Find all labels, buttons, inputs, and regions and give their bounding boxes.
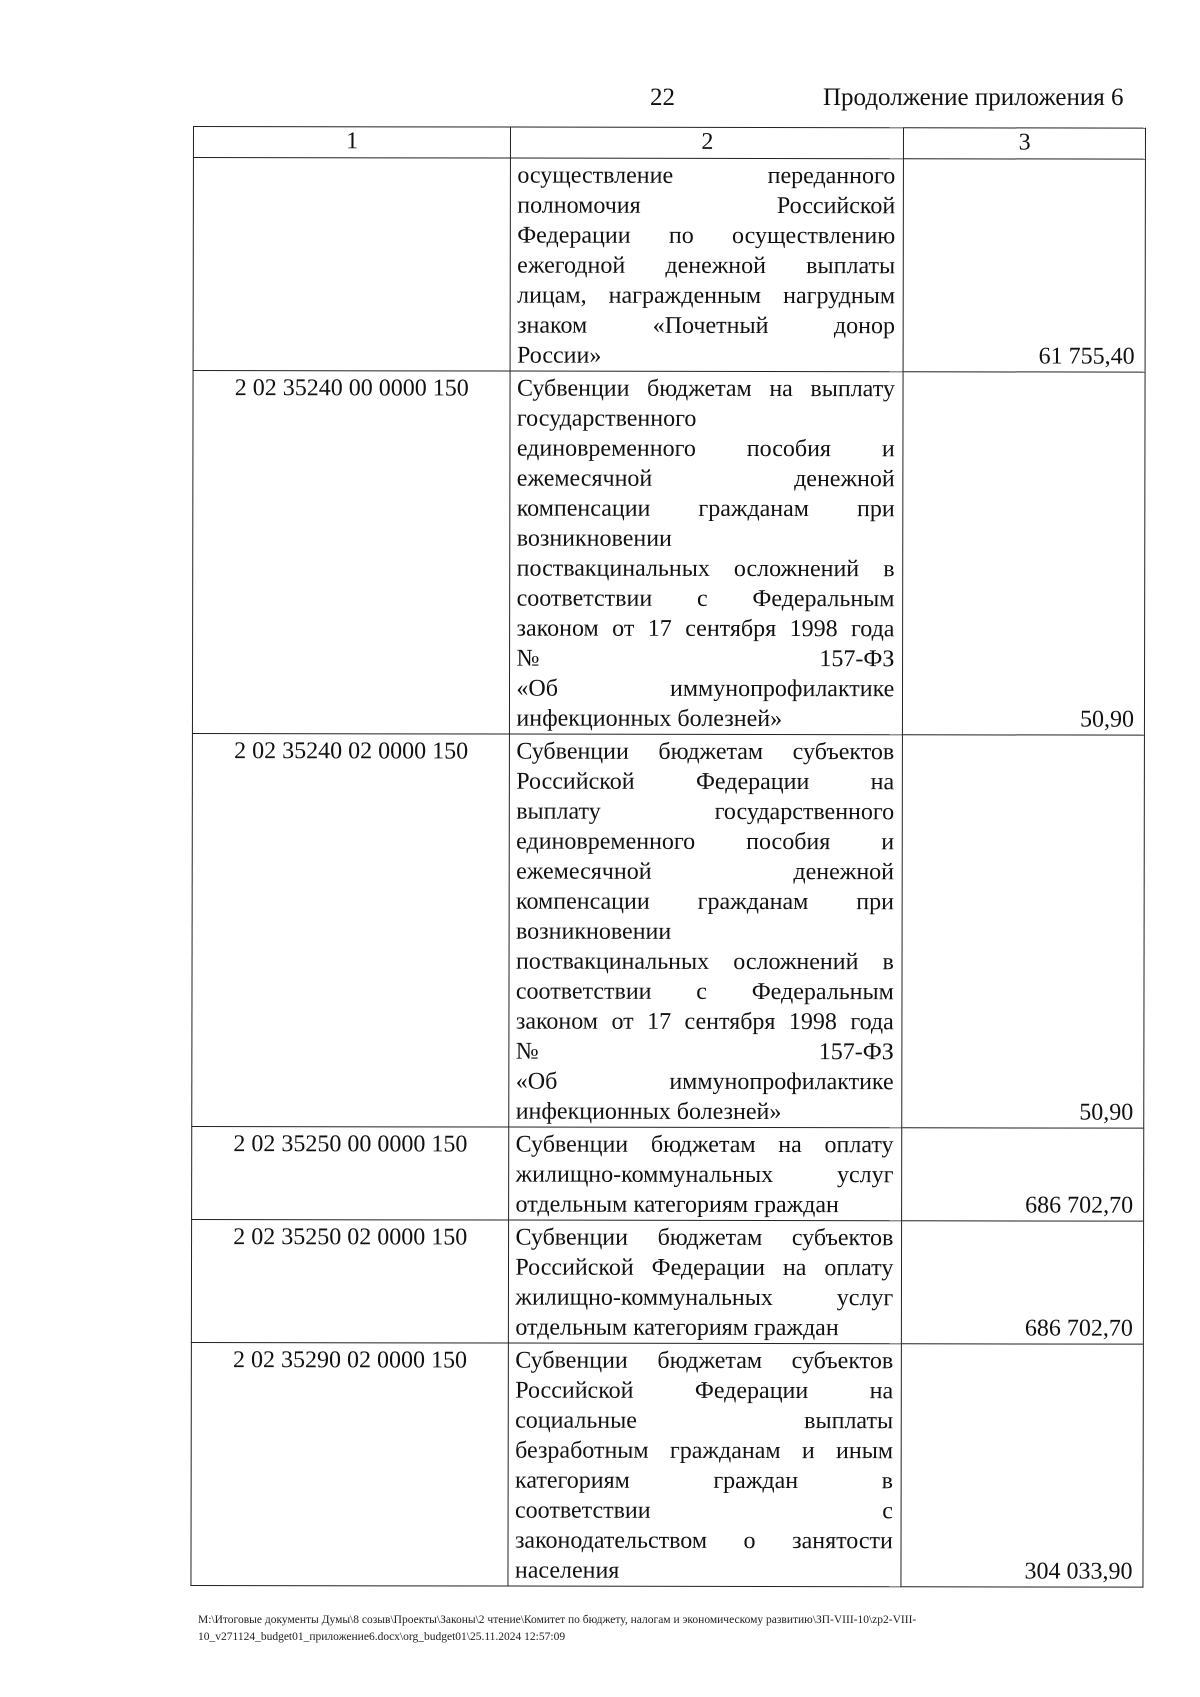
description-line: отдельным категориям граждан (515, 1314, 839, 1342)
description-line: жилищно-коммунальных услуг (515, 1284, 894, 1312)
description-line: законодательством о занятости (514, 1527, 893, 1555)
description-cell (509, 1127, 902, 1221)
budget-code-cell: 2 02 35240 02 0000 150 (192, 733, 510, 1127)
description-line: государственного (516, 405, 697, 432)
description-line: жилищно-коммунальных услуг (515, 1161, 894, 1189)
amount-cell: 686 702,70 (902, 1221, 1144, 1344)
description-line: Российской Федерации на (515, 1377, 894, 1405)
table-row (191, 1219, 1143, 1344)
description-line: возникновении (515, 918, 672, 945)
description-line: № 157-ФЗ (516, 645, 895, 673)
description-line: Субвенции бюджетам на выплату (516, 375, 895, 403)
footer-file-path: M:\Итоговые документы Думы\8 созыв\Проекты\Законы\2 чтение\Комитет по бюджету, налогам и экономическому развитию\ЗП-VIII-10\zp2-VIII-10_v271124_budget01_приложение6.docx\org_budget01\25.11.2024 12:57:09 (198, 1614, 917, 1643)
description-cell (510, 371, 904, 735)
description-line: соответствии с Федеральным (516, 585, 895, 613)
description-cell (510, 158, 903, 372)
description-line: категориям граждан в (515, 1467, 894, 1495)
description-line: возникновении (516, 525, 672, 552)
amount-cell: 61 755,40 (903, 159, 1145, 372)
description-line: лицам, награжденным нагрудным (517, 282, 896, 310)
description-line: компенсации гражданам при (516, 495, 895, 523)
description-line: ежемесячной денежной (516, 858, 895, 886)
description-line: ежемесячной денежной (516, 465, 895, 493)
description-line: населения (514, 1557, 620, 1584)
description-line: компенсации гражданам при (516, 888, 895, 916)
page-number: 22 (650, 84, 675, 111)
description-line: выплату государственного (516, 798, 895, 826)
description-line: Субвенции бюджетам субъектов (515, 1224, 894, 1252)
budget-code-cell: 2 02 35250 02 0000 150 (191, 1219, 509, 1343)
description-line: безработным гражданам и иным (515, 1437, 894, 1465)
table-row (192, 1126, 1144, 1221)
description-line: Российской Федерации на (516, 768, 895, 796)
description-line: Субвенции бюджетам субъектов (515, 1347, 894, 1375)
description-line: «Об иммунопрофилактике (516, 675, 895, 703)
amount-cell: 50,90 (902, 735, 1144, 1128)
description-line: социальные выплаты (515, 1407, 894, 1435)
description-line: поствакцинальных осложнений в (515, 948, 894, 976)
table-row (192, 733, 1145, 1128)
amount-cell: 304 033,90 (901, 1344, 1143, 1587)
budget-code-cell: 2 02 35240 00 0000 150 (192, 371, 510, 735)
description-line: № 157-ФЗ (515, 1038, 894, 1066)
description-line: единовременного пособия и (516, 435, 895, 463)
column-header-3: 3 (904, 128, 1146, 159)
description-line: Российской Федерации на оплату (515, 1254, 894, 1282)
budget-table (190, 126, 1146, 1588)
description-cell (509, 734, 903, 1128)
description-cell (508, 1343, 901, 1587)
description-line: поствакцинальных осложнений в (516, 555, 895, 583)
table-row (191, 1342, 1143, 1587)
budget-code-cell: 2 02 35290 02 0000 150 (191, 1342, 509, 1586)
description-line: единовременного пособия и (516, 828, 895, 856)
description-line: осуществление переданного (517, 162, 896, 190)
description-line: России» (516, 342, 602, 369)
description-line: ежегодной денежной выплаты (517, 252, 896, 280)
description-line: «Об иммунопрофилактике (515, 1068, 894, 1096)
budget-code-cell (193, 158, 511, 372)
table-header-row (193, 127, 1145, 160)
table-row (192, 371, 1145, 736)
amount-cell: 686 702,70 (902, 1128, 1144, 1221)
description-line: инфекционных болезней» (515, 1098, 782, 1126)
description-line: знаком «Почетный донор (517, 312, 896, 340)
description-line: Субвенции бюджетам субъектов (516, 738, 895, 766)
description-line: законом от 17 сентября 1998 года (516, 615, 895, 643)
column-header-2: 2 (511, 127, 904, 159)
description-line: полномочия Российской (517, 192, 896, 220)
description-line: отдельным категориям граждан (515, 1191, 839, 1219)
description-line: соответствии с Федеральным (515, 978, 894, 1006)
budget-code-cell: 2 02 35250 00 0000 150 (192, 1126, 510, 1220)
column-header-1: 1 (193, 127, 510, 159)
amount-cell: 50,90 (903, 372, 1145, 735)
table-row (193, 158, 1145, 373)
description-cell (509, 1220, 902, 1344)
continuation-title: Продолжение приложения 6 (823, 84, 1124, 111)
description-line: инфекционных болезней» (516, 705, 783, 733)
description-line: Субвенции бюджетам на оплату (515, 1131, 894, 1159)
description-line: законом от 17 сентября 1998 года (515, 1008, 894, 1036)
description-line: Федерации по осуществлению (517, 222, 896, 250)
description-line: соответствии с (514, 1497, 893, 1525)
